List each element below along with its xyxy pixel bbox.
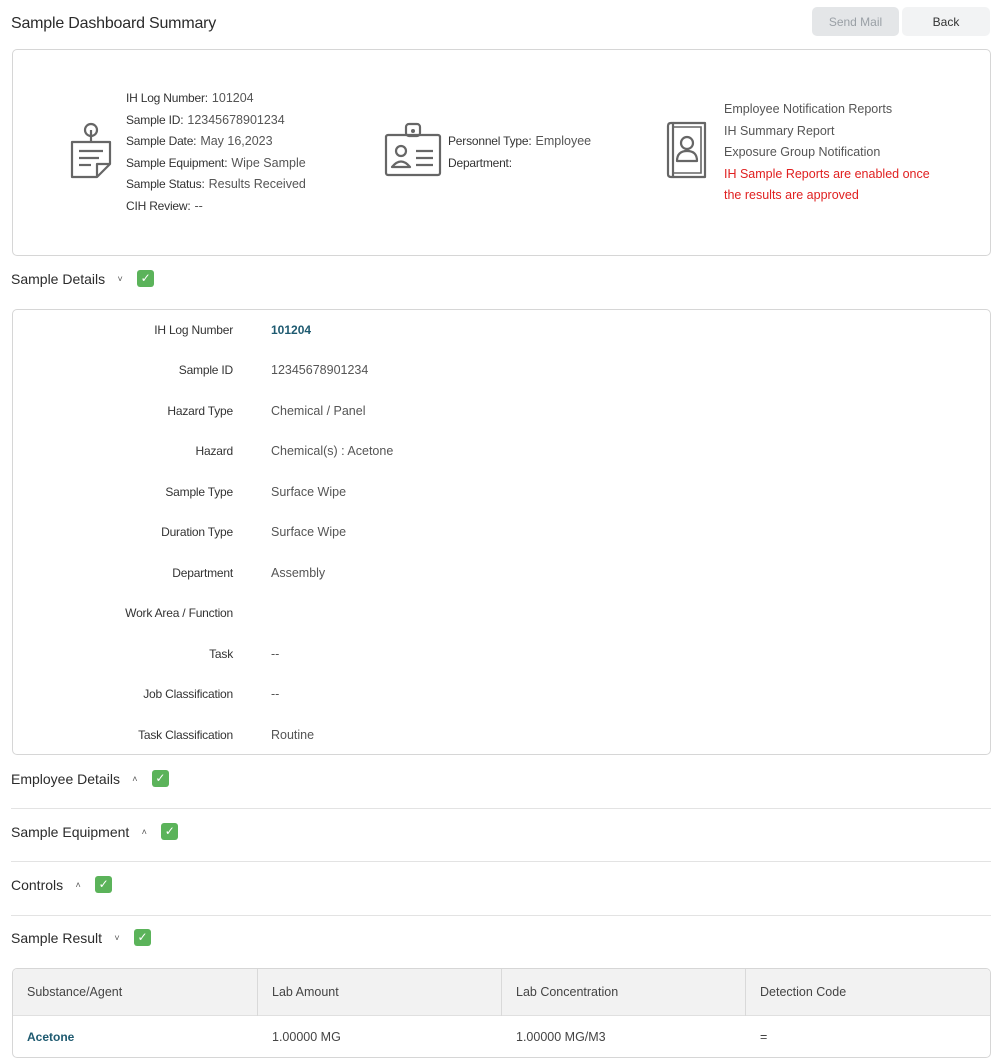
detail-row-sample-id: Sample ID 12345678901234 (178, 363, 369, 377)
sample-info-list (126, 88, 306, 217)
report-link-employee-notification[interactable]: Employee Notification Reports (724, 102, 893, 116)
send-mail-button[interactable]: Send Mail (812, 7, 899, 36)
table-cell-substance[interactable]: Acetone (27, 1030, 75, 1044)
back-button[interactable]: Back (902, 7, 990, 36)
summary-row-cih-review: CIH Review : -- (126, 196, 306, 218)
table-cell-lab-concentration: 1.00000 MG/M3 (516, 1030, 606, 1044)
section-title: Sample Details (11, 270, 106, 287)
section-sample-details[interactable] (11, 270, 154, 287)
report-link-ih-summary[interactable]: IH Summary Report (724, 123, 835, 138)
table-header (13, 969, 990, 1016)
summary-row-sample-date: Sample Date : May 16,2023 (126, 131, 306, 153)
detail-row-department: Department Assembly (172, 566, 326, 580)
summary-card (12, 49, 991, 256)
clipboard-pin-icon (69, 122, 115, 180)
chevron-down-icon[interactable]: ˅ (114, 932, 120, 943)
summary-row-ih-log: IH Log Number : 101204 (126, 88, 306, 110)
reports-notice-line2: the results are approved (724, 188, 859, 202)
reports-notice-line1: IH Sample Reports are enabled once (724, 166, 930, 181)
chevron-up-icon[interactable]: ˄ (141, 826, 147, 837)
section-controls[interactable] (11, 876, 112, 893)
divider (11, 861, 991, 862)
chevron-up-icon[interactable]: ˄ (132, 773, 138, 784)
detail-row-task: Task -- (209, 647, 280, 661)
section-sample-equipment[interactable] (11, 823, 178, 840)
detail-row-ih-log-number: IH Log Number 101204 (154, 323, 312, 337)
page-title: Sample Dashboard Summary (11, 15, 217, 32)
chevron-up-icon[interactable]: ˄ (75, 879, 81, 890)
check-icon: ✓ (152, 770, 169, 787)
divider (11, 915, 991, 916)
detail-row-sample-type: Sample Type Surface Wipe (165, 485, 347, 499)
id-badge-icon (384, 122, 442, 178)
report-link-exposure-group[interactable]: Exposure Group Notification (724, 145, 881, 159)
detail-row-hazard-type: Hazard Type Chemical / Panel (167, 404, 366, 418)
check-icon: ✓ (95, 876, 112, 893)
detail-row-task-classification: Task Classification Routine (138, 728, 315, 742)
sample-details-card (12, 309, 991, 755)
detail-row-hazard: Hazard Chemical(s) : Acetone (195, 444, 394, 458)
column-header-detection-code[interactable]: Detection Code (760, 985, 847, 999)
summary-row-sample-id: Sample ID : 12345678901234 (126, 110, 306, 132)
summary-row-personnel-type: Personnel Type : Employee (448, 131, 591, 153)
check-icon: ✓ (137, 270, 154, 287)
personnel-info-list (448, 131, 591, 174)
check-icon: ✓ (161, 823, 178, 840)
sample-result-table (12, 968, 991, 1058)
summary-row-department: Department : (448, 153, 591, 175)
column-header-lab-amount[interactable]: Lab Amount (258, 969, 502, 1016)
summary-row-sample-status: Sample Status : Results Received (126, 174, 306, 196)
section-sample-result[interactable] (11, 929, 151, 946)
table-cell-detection-code: = (760, 1030, 768, 1044)
report-book-icon (665, 120, 709, 180)
column-header-lab-concentration[interactable]: Lab Concentration (502, 969, 746, 1016)
divider (11, 808, 991, 809)
section-title: Employee Details (11, 770, 120, 787)
detail-row-work-area: Work Area / Function (125, 606, 233, 620)
section-employee-details[interactable] (11, 770, 169, 787)
section-title: Sample Result (11, 929, 103, 946)
table-cell-lab-amount: 1.00000 MG (272, 1030, 341, 1044)
section-title: Sample Equipment (11, 823, 130, 840)
chevron-down-icon[interactable]: ˅ (117, 273, 123, 284)
summary-row-sample-equipment: Sample Equipment : Wipe Sample (126, 153, 306, 175)
check-icon: ✓ (134, 929, 151, 946)
detail-row-job-classification: Job Classification -- (143, 687, 280, 701)
reports-list (724, 99, 930, 207)
column-header-substance[interactable]: Substance/Agent (13, 969, 258, 1016)
section-title: Controls (11, 876, 64, 893)
detail-row-duration-type: Duration Type Surface Wipe (161, 525, 347, 539)
